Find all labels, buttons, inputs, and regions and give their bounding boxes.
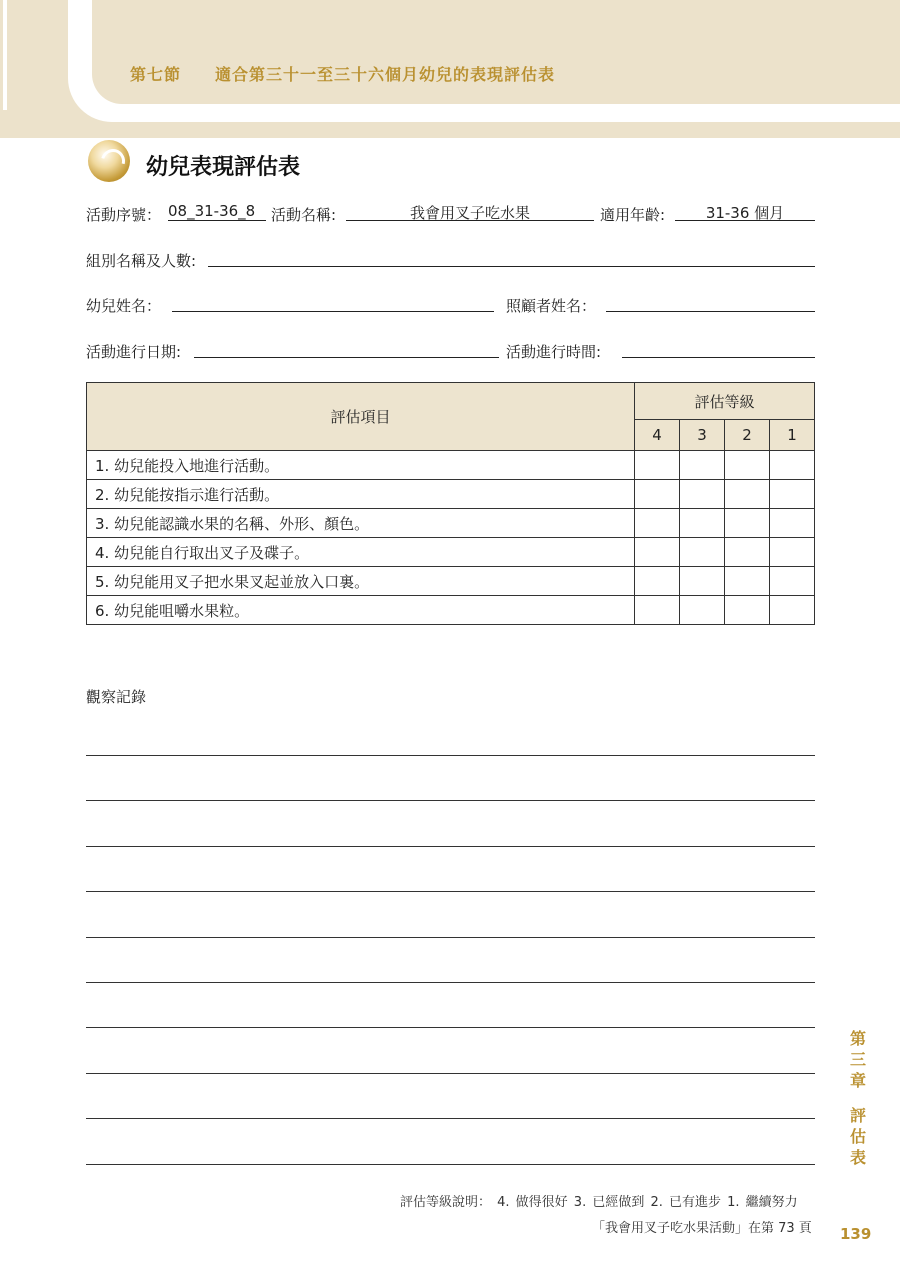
item-label: 1. 幼兒能投入地進行活動。 [87,451,635,480]
grade-1-header: 1 [770,420,815,451]
activity-reference: 「我會用叉子吃水果活動」在第 73 頁 [592,1221,812,1236]
observation-line[interactable] [86,1027,815,1028]
grade-cell[interactable] [770,596,815,625]
evaluation-table [86,382,815,625]
grade-cell[interactable] [680,480,725,509]
date-label: 活動進行日期: [86,343,182,361]
item-label: 2. 幼兒能按指示進行活動。 [87,480,635,509]
time-label: 活動進行時間: [506,343,602,361]
table-row [87,538,815,567]
grade-2-header: 2 [725,420,770,451]
chapter-char: 評 [849,1106,866,1125]
group-label: 組別名稱及人數: [86,252,197,270]
section-heading [130,62,555,85]
grade-3-header: 3 [680,420,725,451]
grade-cell[interactable] [770,451,815,480]
grade-cell[interactable] [725,538,770,567]
age-field[interactable]: 31-36 個月 [675,202,815,221]
header-inner [92,0,900,104]
carer-name-field[interactable] [606,293,815,312]
section-title: 適合第三十一至三十六個月幼兒的表現評估表 [215,65,556,84]
observation-line[interactable] [86,1118,815,1119]
grade-cell[interactable] [635,480,680,509]
grade-header: 評估等級 [635,383,815,420]
section-number: 第七節 [130,65,182,84]
grade-cell[interactable] [725,596,770,625]
grade-cell[interactable] [770,567,815,596]
grade-cell[interactable] [635,538,680,567]
grade-cell[interactable] [725,509,770,538]
chapter-gap [846,1091,870,1105]
grade-cell[interactable] [680,596,725,625]
chapter-char: 章 [849,1071,866,1090]
grade-4-header: 4 [635,420,680,451]
grade-cell[interactable] [725,480,770,509]
chapter-char: 第 [849,1029,866,1048]
chapter-char: 三 [849,1050,866,1069]
activity-name-field[interactable]: 我會用叉子吃水果 [346,202,594,221]
carer-name-label: 照顧者姓名： [506,297,597,315]
observation-line[interactable] [86,1073,815,1074]
grade-cell[interactable] [680,538,725,567]
observation-line[interactable] [86,891,815,892]
time-field[interactable] [622,339,815,358]
chapter-side-tab [846,1028,870,1168]
observation-line[interactable] [86,1164,815,1165]
observation-label: 觀察記錄 [86,688,147,706]
grade-cell[interactable] [770,538,815,567]
grade-cell[interactable] [680,451,725,480]
grade-cell[interactable] [725,567,770,596]
grade-cell[interactable] [770,509,815,538]
page-number: 139 [840,1225,872,1243]
table-row [87,596,815,625]
group-field[interactable] [208,248,815,267]
grade-cell[interactable] [635,451,680,480]
item-header: 評估項目 [87,383,635,451]
chapter-char: 表 [849,1148,866,1167]
grade-cell[interactable] [635,596,680,625]
grade-legend: 評估等級說明： 4. 做得很好 3. 已經做到 2. 已有進步 1. 繼續努力 [400,1195,798,1210]
observation-line[interactable] [86,800,815,801]
item-label: 6. 幼兒能咀嚼水果粒。 [87,596,635,625]
observation-line[interactable] [86,982,815,983]
serial-label: 活動序號： [86,206,162,224]
grade-cell[interactable] [635,567,680,596]
grade-cell[interactable] [680,509,725,538]
serial-field[interactable]: 08_31-36_8 [168,202,266,221]
grade-cell[interactable] [725,451,770,480]
child-name-field[interactable] [172,293,494,312]
observation-line[interactable] [86,755,815,756]
observation-line[interactable] [86,846,815,847]
table-row [87,509,815,538]
table-row [87,480,815,509]
observation-line[interactable] [86,937,815,938]
grade-cell[interactable] [680,567,725,596]
grade-cell[interactable] [635,509,680,538]
table-row [87,567,815,596]
child-name-label: 幼兒姓名： [86,297,162,315]
table-row [87,451,815,480]
activity-name-label: 活動名稱: [271,206,337,224]
item-label: 5. 幼兒能用叉子把水果叉起並放入口裏。 [87,567,635,596]
date-field[interactable] [194,339,499,358]
chapter-char: 估 [849,1127,866,1146]
item-label: 3. 幼兒能認識水果的名稱、外形、顏色。 [87,509,635,538]
header-left-gap [3,0,7,110]
item-label: 4. 幼兒能自行取出叉子及碟子。 [87,538,635,567]
form-title: 幼兒表現評估表 [146,155,301,180]
grade-cell[interactable] [770,480,815,509]
pearl-bullet-icon [88,140,130,182]
age-label: 適用年齡: [600,206,666,224]
